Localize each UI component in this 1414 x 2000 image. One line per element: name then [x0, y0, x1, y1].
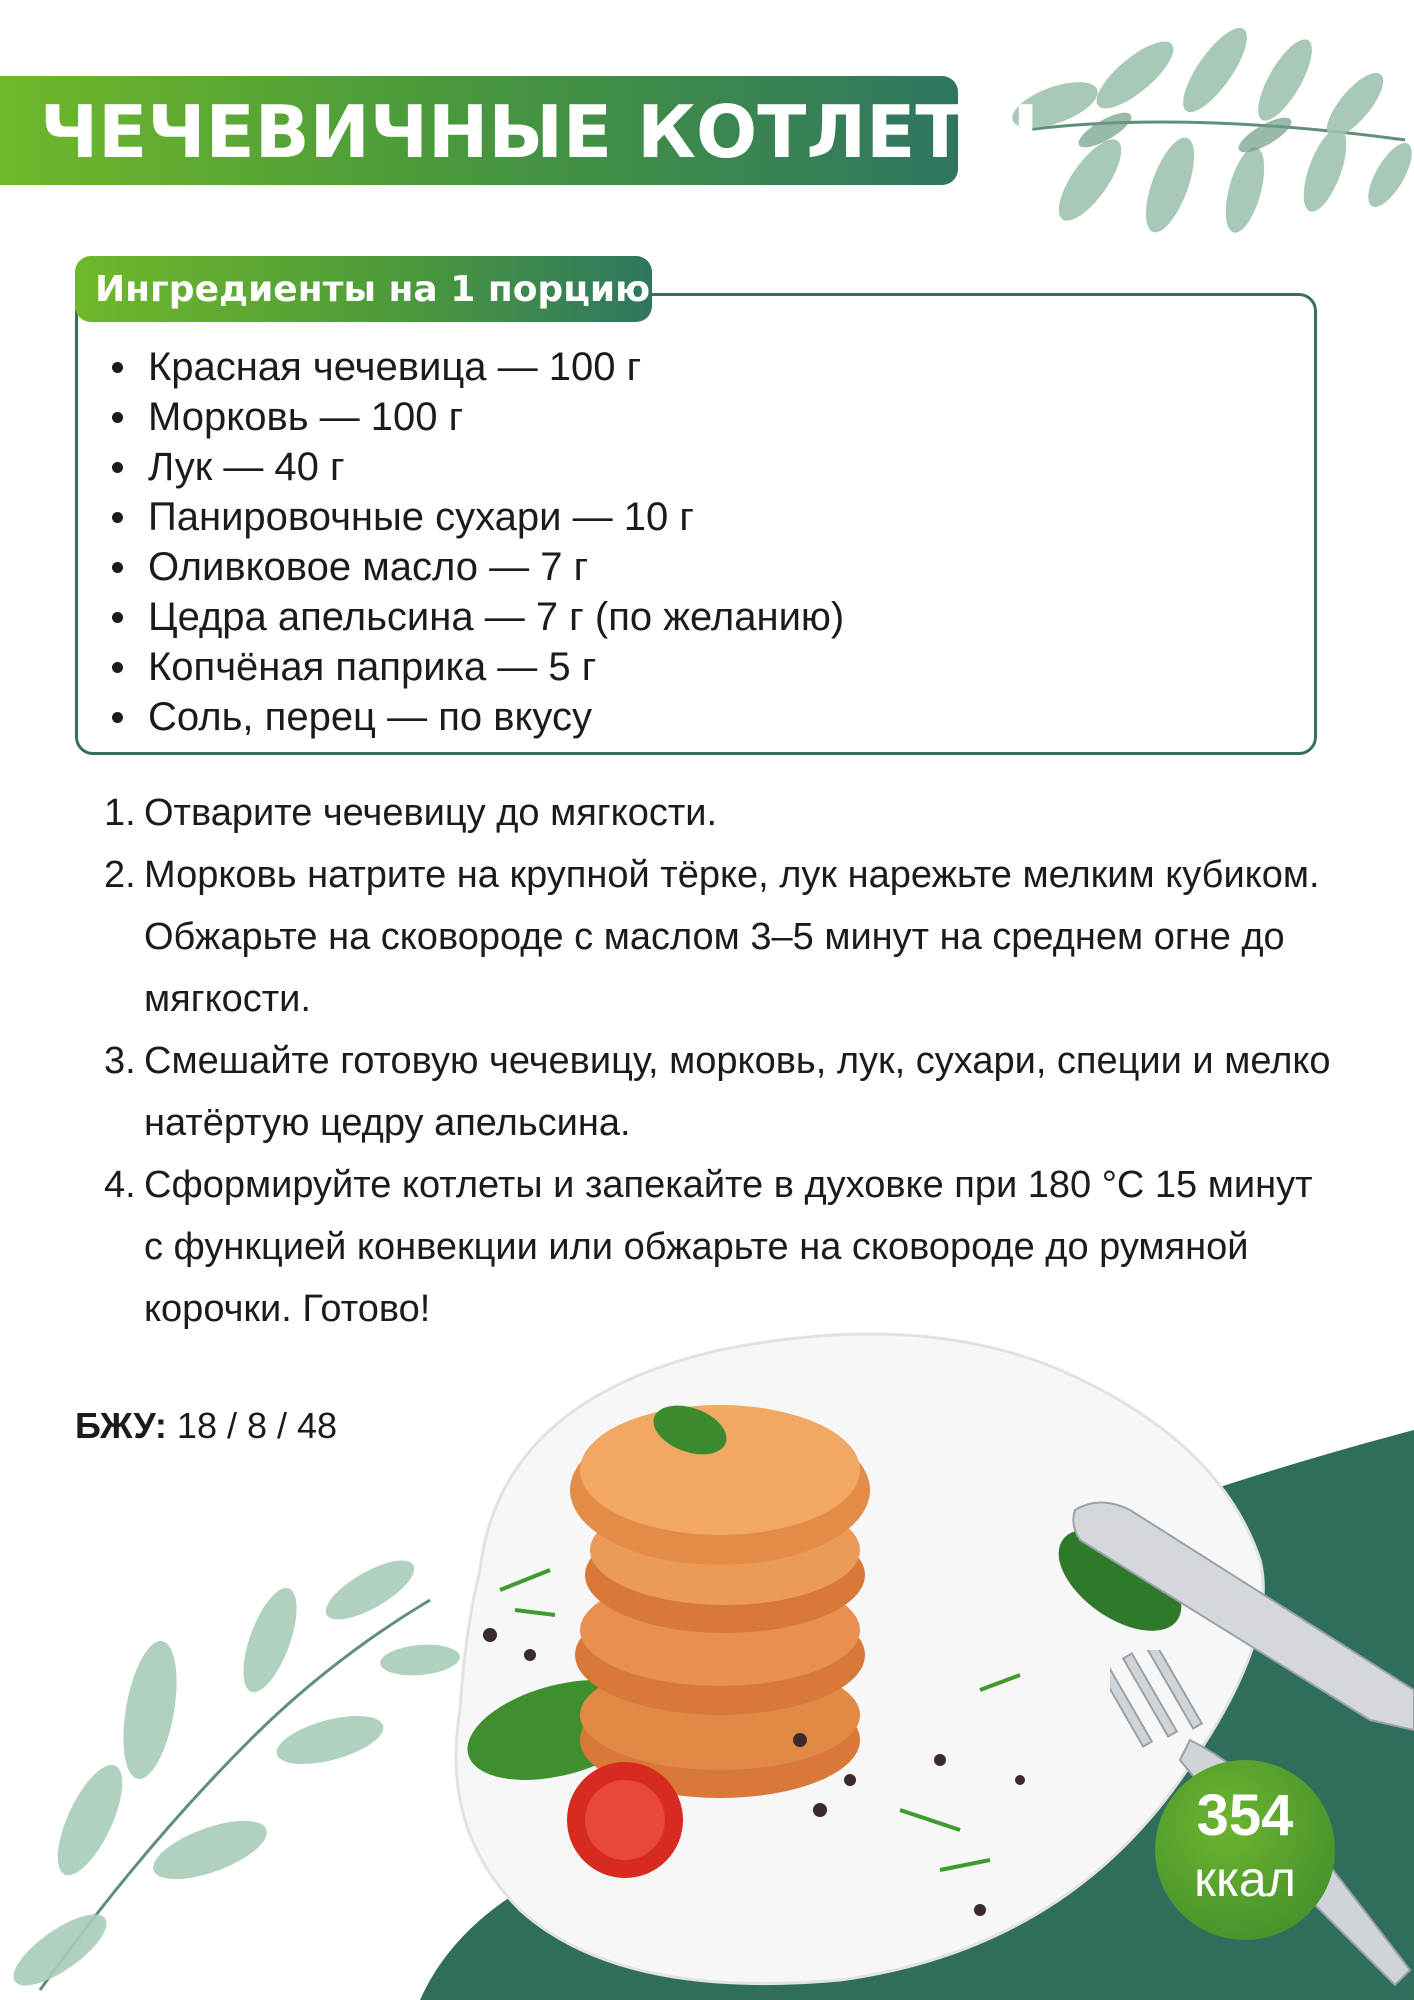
step-item: [100, 1030, 1340, 1154]
bullet-icon: [112, 562, 123, 573]
leaf-branch-bottom-left: [0, 1520, 460, 2000]
ingredient-item: Лук — 40 г: [100, 442, 844, 492]
ingredient-item: Копчёная паприка — 5 г: [100, 642, 844, 692]
ingredients-list: [100, 342, 844, 742]
leaf-branch-top-right: [985, 10, 1414, 290]
calories-value: 354: [1196, 1783, 1294, 1848]
step-text: Сформируйте котлеты и запекайте в духовке при 180 °С 15 минут с функцией конвекции или обжарьте на сковороде до румяной корочки. Готово!: [144, 1164, 1313, 1330]
bullet-icon: [112, 412, 123, 423]
step-number: 3.: [104, 1040, 136, 1082]
bullet-icon: [112, 462, 123, 473]
step-text: Морковь натрите на крупной тёрке, лук нарежьте мелким кубиком. Обжарьте на сковороде с маслом 3–5 минут на среднем огне до мягкости.: [144, 854, 1320, 1020]
bullet-icon: [112, 662, 123, 673]
step-item: [100, 844, 1340, 1030]
bullet-icon: [112, 362, 123, 373]
step-number: 1.: [104, 792, 136, 834]
nutrition-value: 18 / 8 / 48: [176, 1405, 338, 1446]
step-number: 2.: [104, 854, 136, 896]
ingredients-heading-tab: [75, 256, 652, 322]
step-number: 4.: [104, 1164, 136, 1206]
ingredient-item: Красная чечевица — 100 г: [100, 342, 844, 392]
step-item: [100, 782, 1340, 844]
nutrition-label: БЖУ:: [75, 1405, 167, 1446]
step-item: [100, 1154, 1340, 1340]
ingredient-item: Соль, перец — по вкусу: [100, 692, 844, 742]
nutrition-info: [75, 1405, 337, 1447]
page-title: ЧЕЧЕВИЧНЫЕ КОТЛЕТЫ: [40, 90, 1040, 174]
bullet-icon: [112, 612, 123, 623]
calories-unit: ккал: [1194, 1851, 1296, 1907]
bullet-icon: [112, 512, 123, 523]
ingredient-item: Цедра апельсина — 7 г (по желанию): [100, 592, 844, 642]
calories-badge: [1155, 1760, 1335, 1940]
bullet-icon: [112, 712, 123, 723]
ingredients-heading: Ингредиенты на 1 порцию: [95, 269, 651, 310]
title-banner: [0, 76, 1040, 185]
ingredient-item: Морковь — 100 г: [100, 392, 844, 442]
steps-list: [100, 782, 1340, 1340]
ingredient-item: Оливковое масло — 7 г: [100, 542, 844, 592]
step-text: Смешайте готовую чечевицу, морковь, лук, сухари, специи и мелко натёртую цедру апельсина.: [144, 1040, 1331, 1144]
step-text: Отварите чечевицу до мягкости.: [144, 792, 718, 834]
ingredient-item: Панировочные сухари — 10 г: [100, 492, 844, 542]
